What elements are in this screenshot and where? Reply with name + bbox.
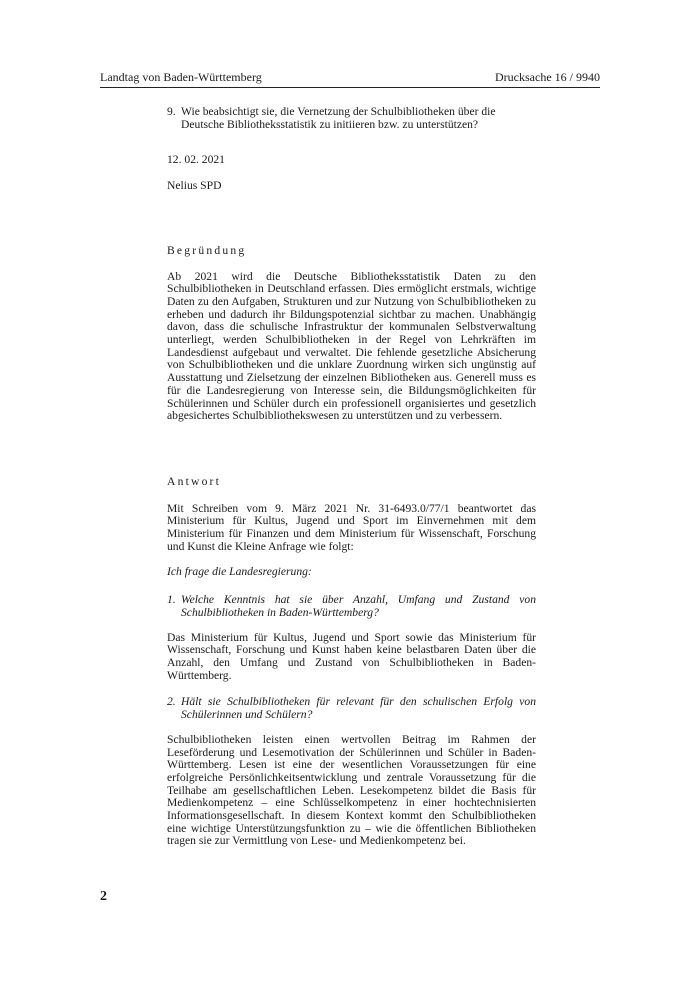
- page-header: [100, 70, 600, 84]
- question-9-text: Wie beabsichtigt sie, die Vernetzung der Schulbibliotheken über die Deutsche Bibliotheksstatistik zu initiieren bzw. zu unterstützen?: [181, 105, 496, 131]
- header-document-number: Drucksache 16 / 9940: [495, 70, 600, 84]
- antwort-intro: Mit Schreiben vom 9. März 2021 Nr. 31-6493.0/77/1 beantwortet das Ministerium für Kultus, Jugend und Sport im Einvernehmen mit dem Ministerium für Finanzen und dem Ministerium für Wissenschaft, Forschung und Kunst die Kleine Anfrage wie folgt:: [167, 501, 536, 553]
- question-1: [167, 594, 536, 619]
- document-body: [167, 106, 536, 848]
- answer-2: Schulbibliotheken leisten einen wertvollen Beitrag im Rahmen der Leseförderung und Lesemotivation der Schülerinnen und Schüler in Baden-Württemberg. Lesen ist eine der wesentlichen Voraussetzungen für eine erfolgreiche Persönlichkeitsentwicklung und zentrale Voraussetzung für die Teilhabe am gesellschaftlichen Leben. Lesekompetenz bildet die Basis für Medienkompetenz – eine Schlüsselkompetenz in einer hochtechnisierten Informationsgesellschaft. In diesem Kontext kommt den Schulbibliotheken eine wichtige Unterstützungsfunktion zu – wie die öffentlichen Bibliotheken tragen sie zur Vermittlung von Lese- und Medienkompetenz bei.: [167, 732, 536, 848]
- begruendung-text: Ab 2021 wird die Deutsche Bibliotheksstatistik Daten zu den Schulbibliotheken in Deutschland erfassen. Dies ermöglicht erstmals, wichtige Daten zu den Aufgaben, Strukturen und zur Nutzung von Schulbibliotheken zu erheben und dadurch ihr Bildungspotenzial sichtbar zu machen. Unabhängig davon, dass die schulische Infrastruktur der kommunalen Selbstverwaltung unterliegt, werden Schulbibliotheken in der Regel von Lehrkräften im Landesdienst aufgebaut und verwaltet. Die fehlende gesetzliche Absicherung von Schulbibliotheken und die unklare Zuordnung wirken sich ungünstig auf Ausstattung und Zielsetzung der einzelnen Bibliotheken aus. Generell muss es für die Landesregierung von Interesse sein, die Bildungsmöglichkeiten für Schülerinnen und Schüler durch ein professionell organisiertes und gesetzlich abgesichertes Schulbibliothekswesen zu unterstützen und zu verbessern.: [167, 269, 536, 423]
- question-2-number: 2.: [167, 695, 176, 709]
- question-1-number: 1.: [167, 593, 176, 607]
- question-9-number: 9.: [167, 105, 176, 118]
- question-2-text: Hält sie Schulbibliotheken für relevant für den schulischen Erfolg von Schülerinnen und Schülern?: [181, 695, 536, 722]
- begruendung-heading: Begründung: [167, 243, 247, 257]
- antwort-lead: Ich frage die Landesregierung:: [167, 565, 312, 579]
- question-1-text: Welche Kenntnis hat sie über Anzahl, Umfang und Zustand von Schulbibliotheken in Baden-Württemberg?: [181, 593, 536, 619]
- page-number: 2: [100, 889, 107, 904]
- answer-1: Das Ministerium für Kultus, Jugend und Sport sowie das Ministerium für Wissenschaft, Forschung und Kunst haben keine belastbaren Daten über die Anzahl, den Umfang und Zustand von Schulbibliotheken in Baden-Württemberg.: [167, 630, 536, 682]
- antwort-heading: Antwort: [167, 474, 222, 488]
- question-2: [167, 696, 536, 721]
- date: 12. 02. 2021: [167, 153, 225, 167]
- header-parliament: Landtag von Baden-Württemberg: [100, 70, 262, 84]
- header-rule: [100, 87, 600, 88]
- question-9: [167, 106, 536, 131]
- author: Nelius SPD: [167, 179, 222, 193]
